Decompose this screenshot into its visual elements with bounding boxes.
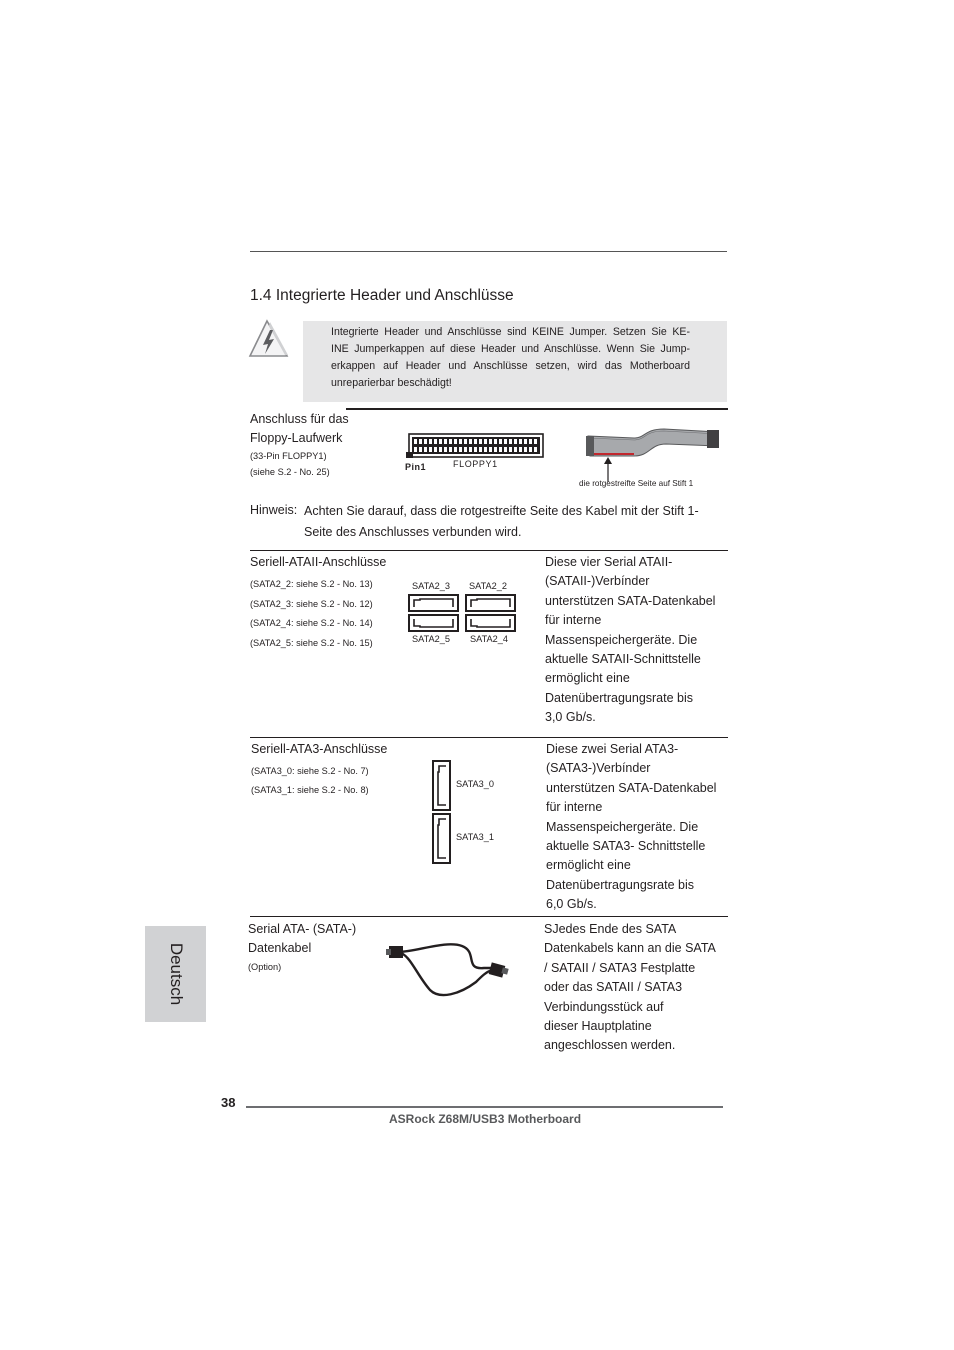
sata3-refs: (SATA3_0: siehe S.2 - No. 7) (SATA3_1: siehe S.2 - No. 8) [251, 766, 369, 795]
cable-option: (Option) [248, 962, 282, 972]
sata3-description: Diese zwei Serial ATA3- (SATA3-)Verbínder unterstützen SATA-Datenkabel für interne Massenspeichergeräte. Die aktuelle SATA3- Schnittstelle ermöglicht eine Datenübertragungsrate bis 6,0 Gb/s. [546, 742, 717, 912]
sata-cable-image [386, 938, 512, 1000]
footer-rule [246, 1106, 723, 1108]
sata2-label-bottom-left: SATA2_5 [412, 634, 450, 644]
warning-triangle-icon [248, 318, 290, 360]
sata3-ports-diagram [431, 759, 453, 865]
page-number: 38 [221, 1095, 236, 1110]
floppy-pin1-label: Pin1 [405, 462, 427, 472]
sata3-label-0: SATA3_0 [456, 779, 494, 789]
section-title: 1.4 Integrierte Header und Anschlüsse [250, 287, 514, 304]
floppy-ref: (siehe S.2 - No. 25) [250, 467, 330, 477]
floppy-note-label: Hinweis: [250, 503, 298, 517]
sata3-label-1: SATA3_1 [456, 832, 494, 842]
sata2-description: Diese vier Serial ATAII- (SATAII-)Verbínder unterstützen SATA-Datenkabel für interne Massenspeichergeräte. Die aktuelle SATAII-Schnittstelle ermöglicht eine Datenübertragungsrate bis 3,0 Gb/s. [545, 555, 716, 725]
cable-title: Serial ATA- (SATA-) Datenkabel [248, 922, 357, 956]
floppy-rule [346, 408, 728, 410]
sata2-title: Seriell-ATAII-Anschlüsse [250, 555, 387, 569]
floppy-connector-label: FLOPPY1 [453, 459, 498, 469]
sata3-rule [250, 737, 728, 738]
warning-text: Integrierte Header und Anschlüsse sind KEINE Jumper. Setzen Sie KE- INE Jumperkappen auf diese Header und Anschlüsse. Wenn Sie Jump- erkappen auf Header und Anschlüsse setzen, wird das Motherboard unreparierbar beschädigt! [331, 326, 690, 389]
sata2-label-top-right: SATA2_2 [469, 581, 507, 591]
floppy-pin-info: (33-Pin FLOPPY1) [250, 451, 327, 461]
sata2-ports-diagram [407, 593, 517, 633]
footer-product: ASRock Z68M/USB3 Motherboard [389, 1112, 582, 1126]
floppy-cable-image [584, 426, 724, 482]
floppy-connector-diagram [404, 432, 546, 460]
language-side-tab [145, 926, 206, 1022]
top-rule [250, 251, 727, 252]
sata2-refs: (SATA2_2: siehe S.2 - No. 13) (SATA2_3: siehe S.2 - No. 12) (SATA2_4: siehe S.2 - No. 14) (SATA2_5: siehe S.2 - No. 15) [250, 579, 373, 648]
floppy-cable-caption: die rotgestreifte Seite auf Stift 1 [579, 479, 694, 488]
sata2-label-bottom-right: SATA2_4 [470, 634, 508, 644]
sata2-rule [250, 550, 728, 551]
cable-description: SJedes Ende des SATA Datenkabels kann an die SATA / SATAII / SATA3 Festplatte oder das SATAII / SATA3 Verbindungsstück auf dieser Hauptplatine angeschlossen werden. [544, 922, 716, 1053]
cable-rule [250, 916, 728, 917]
floppy-title: Anschluss für das Floppy-Laufwerk [250, 412, 349, 446]
floppy-note-text: Achten Sie darauf, dass die rotgestreifte Seite des Kabel mit der Stift 1- Seite des Anschlusses verbunden wird. [304, 504, 699, 539]
sata2-label-top-left: SATA2_3 [412, 581, 450, 591]
side-tab-label: Deutsch [166, 942, 186, 1006]
sata3-title: Seriell-ATA3-Anschlüsse [251, 742, 388, 756]
